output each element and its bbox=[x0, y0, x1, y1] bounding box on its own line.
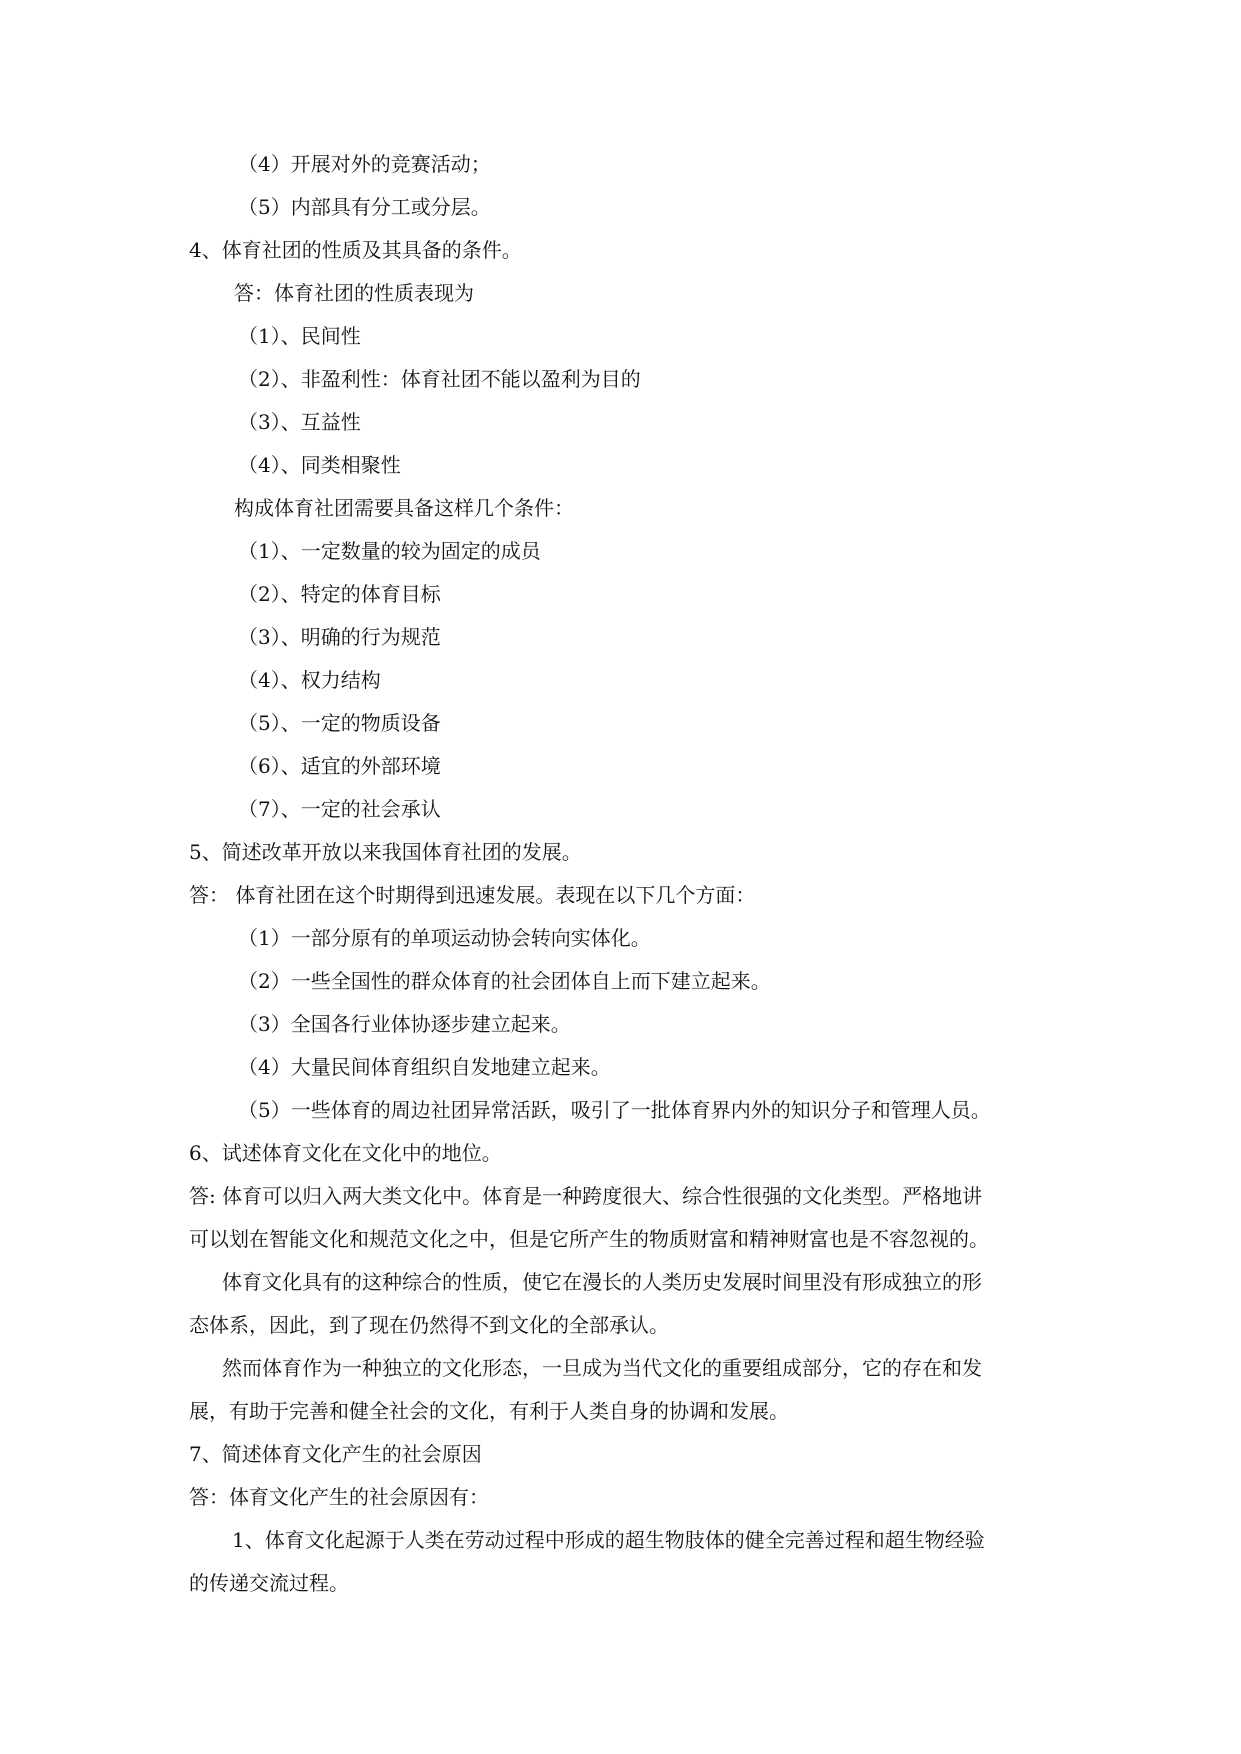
list-item: （1）一部分原有的单项运动协会转向实体化。 bbox=[238, 926, 651, 950]
question-heading: 4、体育社团的性质及其具备的条件。 bbox=[189, 238, 522, 262]
paragraph: 1、体育文化起源于人类在劳动过程中形成的超生物肢体的健全完善过程和超生物经验 bbox=[232, 1528, 985, 1552]
list-item: （4）开展对外的竞赛活动； bbox=[238, 152, 491, 176]
paragraph: 答: 体育可以归入两大类文化中。体育是一种跨度很大、综合性很强的文化类型。严格地讲 bbox=[189, 1184, 983, 1208]
paragraph: 态体系，因此，到了现在仍然得不到文化的全部承认。 bbox=[189, 1313, 669, 1337]
list-item: （6）、适宜的外部环境 bbox=[238, 754, 441, 778]
question-heading: 5、简述改革开放以来我国体育社团的发展。 bbox=[189, 840, 582, 864]
paragraph: 构成体育社团需要具备这样几个条件： bbox=[234, 496, 574, 520]
answer-intro: 答：体育社团的性质表现为 bbox=[234, 281, 474, 305]
list-item: （4）、同类相聚性 bbox=[238, 453, 401, 477]
paragraph: 然而体育作为一种独立的文化形态，一旦成为当代文化的重要组成部分，它的存在和发 bbox=[222, 1356, 982, 1380]
list-item: （1）、一定数量的较为固定的成员 bbox=[238, 539, 541, 563]
list-item: （2）、非盈利性：体育社团不能以盈利为目的 bbox=[238, 367, 641, 391]
answer-intro: 答：体育文化产生的社会原因有： bbox=[189, 1485, 489, 1509]
paragraph: 可以划在智能文化和规范文化之中，但是它所产生的物质财富和精神财富也是不容忽视的。 bbox=[189, 1227, 989, 1251]
answer-intro: 答： 体育社团在这个时期得到迅速发展。表现在以下几个方面： bbox=[189, 883, 756, 907]
list-item: （4）、权力结构 bbox=[238, 668, 381, 692]
question-heading: 7、简述体育文化产生的社会原因 bbox=[189, 1442, 482, 1466]
list-item: （5）内部具有分工或分层。 bbox=[238, 195, 491, 219]
paragraph: 的传递交流过程。 bbox=[189, 1571, 349, 1595]
paragraph: 展，有助于完善和健全社会的文化，有利于人类自身的协调和发展。 bbox=[189, 1399, 789, 1423]
list-item: （7）、一定的社会承认 bbox=[238, 797, 441, 821]
list-item: （3）、明确的行为规范 bbox=[238, 625, 441, 649]
list-item: （2）、特定的体育目标 bbox=[238, 582, 441, 606]
list-item: （4）大量民间体育组织自发地建立起来。 bbox=[238, 1055, 611, 1079]
list-item: （5）、一定的物质设备 bbox=[238, 711, 441, 735]
list-item: （1）、民间性 bbox=[238, 324, 361, 348]
paragraph: 体育文化具有的这种综合的性质，使它在漫长的人类历史发展时间里没有形成独立的形 bbox=[222, 1270, 982, 1294]
list-item: （5）一些体育的周边社团异常活跃，吸引了一批体育界内外的知识分子和管理人员。 bbox=[238, 1098, 991, 1122]
list-item: （3）全国各行业体协逐步建立起来。 bbox=[238, 1012, 571, 1036]
list-item: （3）、互益性 bbox=[238, 410, 361, 434]
list-item: （2）一些全国性的群众体育的社会团体自上而下建立起来。 bbox=[238, 969, 771, 993]
question-heading: 6、试述体育文化在文化中的地位。 bbox=[189, 1141, 502, 1165]
